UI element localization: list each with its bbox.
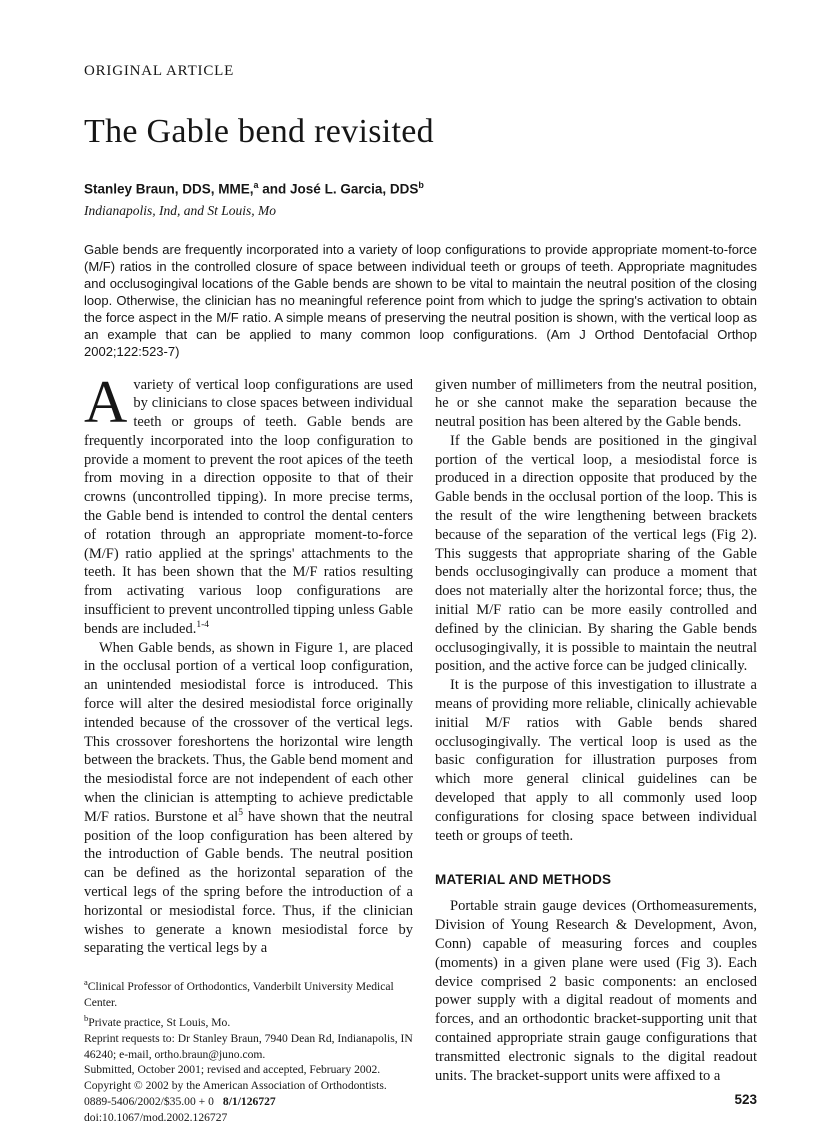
footnote-text: doi:10.1067/mod.2002.126727 [84, 1111, 228, 1122]
paragraph-text-a: When Gable bends, as shown in Figure 1, are placed in the occlusal portion of a vertical loop configuration, an unintended mesiodistal force is introduced. This force will alter the desired mesiodistal force originally intended because of the crossover of the vertical legs. This crossover foreshortens the horizontal wire length between the brackets. Thus, the Gable bend moment and the mesiodistal force are not independent of each other when the clinician is attempting to achieve predictable M/F ratios. Burstone et al [84, 639, 413, 825]
footnote-submission-dates [84, 1062, 413, 1078]
section-heading-material-methods: MATERIAL AND METHODS [435, 872, 612, 888]
paragraph-neutral-position: given number of millimeters from the neutral position, he or she cannot make the separation because the neutral position has been altered by the Gable bends. [435, 376, 757, 431]
page-number: 523 [734, 1092, 757, 1108]
paragraph-text-b: have shown that the neutral position of the loop configuration has been altered by the introduction of Gable bends. The neutral position can be defined as the horizontal separation of the vertical legs of the spring before the introduction of a horizontal or mesiodistal force. Thus, if the clinician wishes to generate a known mesiodistal force by separating the vertical legs by a [84, 808, 413, 957]
paragraph-strain-gauge: Portable strain gauge devices (Orthomeasurements, Division of Young Research & Development, Avon, Conn) capable of measuring forces and couples (moments) in a given plane were used (Fig 3). Each device comprised 2 basic components: an enclosed power supply with a digital readout of moments and forces, and an orthodontic bracket-supporting unit that contained appropriate strain gauge configurations that transmitted electronic signals to the digital readout units. The bracket-support units were affixed to a [435, 898, 757, 1084]
paragraph-intro [84, 368, 413, 639]
footnote-article-code: 8/1/126727 [222, 1095, 276, 1109]
footnote-text: Copyright © 2002 by the American Association of Orthodontists. [84, 1079, 387, 1093]
author-1: Stanley Braun, DDS, MME, [84, 181, 254, 197]
author-2-affiliation-mark: b [418, 180, 424, 190]
article-body [84, 368, 757, 1122]
paragraph-purpose: It is the purpose of this investigation to illustrate a means of providing more reliable, clinically achievable initial M/F ratios with Gable bends shared occlusogingivally. The vertical loop is used as the basic configuration for illustration purposes from which more general clinical guidelines can be developed that apply to all commonly used loop configurations for closing space between individual teeth or groups of teeth. [435, 677, 757, 844]
paragraph-gingival-bends: If the Gable bends are positioned in the gingival portion of the vertical loop, a mesiodistal force is produced in a direction opposite that produced by the Gable bends in the occlusal portion of the loop. This is the result of the wire lengthening between brackets because of the separation of the vertical legs (Fig 2). This suggests that appropriate sharing of the Gable bends occlusogingivally can produce a moment that does not materially alter the horizontal force; thus, the initial M/F ratio can be more easily controlled and defined by the clinician. By sharing the Gable bends occlusogingivally, it is possible to maintain the neutral position, and the active force can be judged clinically. [435, 432, 757, 675]
authors-line [84, 176, 757, 199]
footnote-text: Reprint requests to: Dr Stanley Braun, 7940 Dean Rd, Indianapolis, IN 46240; e-mail, ortho.braun@juno.com. [84, 1031, 413, 1061]
right-column [435, 376, 757, 1108]
footnote-copyright [84, 1078, 413, 1094]
footnote-reprint-requests [84, 1031, 413, 1063]
footnote-text: 0889-5406/2002/$35.00 + 0 [84, 1095, 214, 1109]
citation-ref-1-4: 1-4 [196, 620, 210, 631]
footnotes-block [84, 975, 413, 1122]
footnote-marker: b [84, 1012, 89, 1023]
citation-ref-5: 5 [238, 808, 243, 818]
affiliation-line: Indianapolis, Ind, and St Louis, Mo [84, 202, 277, 218]
footnote-marker: a [84, 977, 88, 988]
footnote-text: Private practice, St Louis, Mo. [88, 1015, 231, 1029]
footnote-issn-code [84, 1094, 413, 1110]
abstract-text: Gable bends are frequently incorporated into a variety of loop configurations to provide appropriate moment-to-force (M/F) ratios in the controlled closure of space between individual teeth or groups of teeth. Appropriate magnitudes and occlusogingival locations of the Gable bends are shown to be vital to maintain the neutral position of the closing loop. Otherwise, the clinician has no meaningful reference point from which to judge the spring's activation to obtain the force aspect in the M/F ratio. A simple means of preserving the neutral position is shown, with the vertical loop as an example that can be applied to many common loop configurations. (Am J Orthod Dentofacial Orthop 2002;122:523-7) [84, 241, 757, 359]
footnote-affiliation-a [84, 975, 413, 1011]
page-content [84, 0, 757, 1122]
footnote-text: Submitted, October 2001; revised and accepted, February 2002. [84, 1063, 381, 1077]
article-title: The Gable bend revisited [84, 113, 434, 150]
footnote-doi [84, 1110, 413, 1122]
author-1-affiliation-mark: a [253, 180, 259, 190]
footnote-affiliation-b [84, 1011, 413, 1031]
article-type-label: ORIGINAL ARTICLE [84, 63, 235, 79]
footnote-text: Clinical Professor of Orthodontics, Vanderbilt University Medical Center. [84, 980, 394, 1009]
left-column [84, 368, 413, 1122]
author-2: and José L. Garcia, DDS [258, 181, 419, 197]
drop-cap: A [84, 368, 128, 435]
paragraph-intro-text: variety of vertical loop configurations are used by clinicians to close spaces between individual teeth or groups of teeth. Gable bends are frequently incorporated into the loop configuration to provide a moment to prevent the root apices of the teeth from moving in a direction opposite to that of their crowns (uncontrolled tipping). In more precise terms, the Gable bend is intended to control the dental centers of rotation through an appropriate moment-to-force (M/F) ratio applied at the springs' attachments to the teeth. It has been shown that the M/F ratios resulting from activating various loop configurations are insufficient to prevent uncontrolled tipping unless Gable bends are included. [84, 376, 413, 637]
paragraph-gable-figure1 [84, 639, 413, 959]
